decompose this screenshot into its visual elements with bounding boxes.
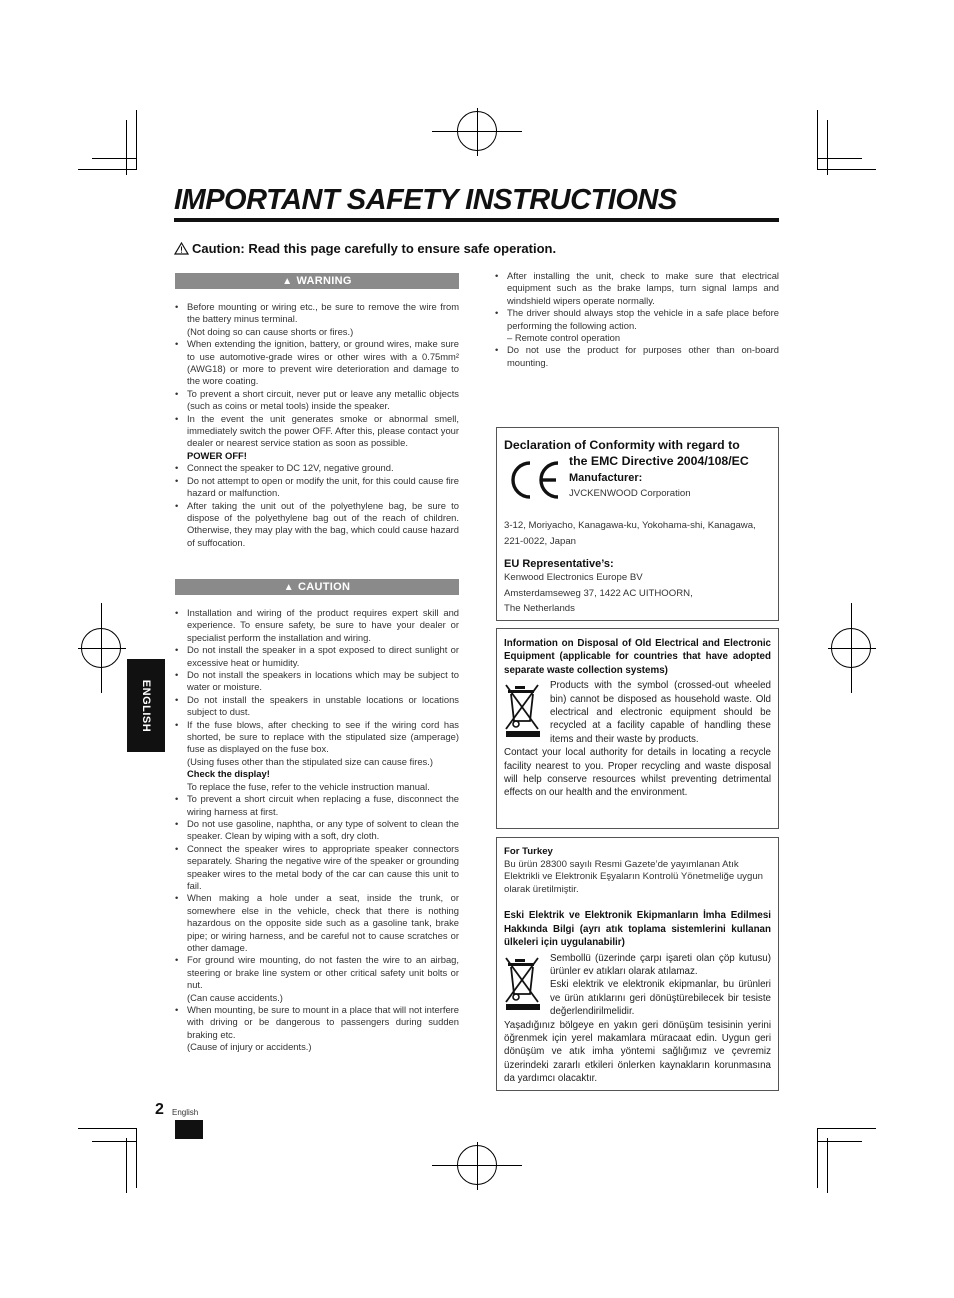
turkey-body: Sembollü (üzerinde çarpı işareti olan çöp kutusu) ürünler ev atıkları olarak atılamaz. <box>550 952 771 977</box>
list-item <box>175 475 459 500</box>
registration-circle <box>457 1145 497 1185</box>
eu-representative-name: Kenwood Electronics Europe BV <box>504 572 643 583</box>
list-item-text: To prevent a short circuit when replacing a fuse, disconnect the wiring harness at first. <box>187 793 459 817</box>
caution-banner-text: Caution: Read this page carefully to ensure safe operation. <box>192 241 557 256</box>
crop-mark <box>817 1128 818 1188</box>
title-rule <box>174 218 779 222</box>
caution-triangle-icon: ▲ <box>283 582 294 593</box>
declaration-ce-row <box>504 453 771 521</box>
caution-list <box>175 607 459 1054</box>
disposal-heading: Information on Disposal of Old Electrical and Electronic Equipment (applicable for countries that have adopted separate waste collection systems) <box>504 638 771 676</box>
list-item <box>175 669 459 694</box>
list-item-text: Do not install the speakers in unstable locations or locations subject to dust. <box>187 693 459 718</box>
turkey-intro: Bu ürün 28300 sayılı Resmi Gazete’de yayımlanan Atık Elektrikli ve Elektronik Eşyaların Kontrolü Yönetmeliğe uygun olarak üretilmiştir. <box>504 858 763 895</box>
list-item <box>495 344 779 369</box>
declaration-title: Declaration of Conformity with regard to <box>504 438 740 452</box>
turkey-body-contact: Yaşadığınız bölgeye en yakın geri dönüşüm tesisinin yerini öğrenmek için yerel makamlara müracaat edin. Uygun geri dönüşüm ve atık imha yöntemi sağlığımız ve çevremiz üzerindeki zararlı etkileri önlerken kaynakların korunmasına da yardımcı olacaktır. <box>504 1019 771 1085</box>
crop-mark <box>817 110 818 170</box>
manufacturer-name: JVCKENWOOD Corporation <box>569 488 691 499</box>
list-item-text: For ground wire mounting, do not fasten the wire to an airbag, steering or brake line system or other critical safety unit bolts or nut. <box>187 954 459 991</box>
eu-representative-country: The Netherlands <box>504 603 575 614</box>
list-item-note: To replace the fuse, refer to the vehicle instruction manual. <box>187 780 430 792</box>
crop-mark <box>817 1141 862 1142</box>
crop-mark <box>92 1141 137 1142</box>
list-item <box>175 462 459 474</box>
crop-mark <box>817 169 876 170</box>
list-item <box>495 307 779 344</box>
disposal-body: Products with the symbol (crossed-out wheeled bin) cannot be disposed as household waste. Old electrical and electronic equipment should be recycled at a facility capable of handling these items and their waste by products. <box>550 680 771 745</box>
declaration-box <box>496 427 779 621</box>
list-item <box>175 843 459 893</box>
language-side-tab <box>127 659 165 752</box>
list-item-note: (Not doing so can cause shorts or fires.) <box>187 325 354 337</box>
registration-circle <box>831 628 871 668</box>
list-item-text: Connect the speaker to DC 12V, negative ground. <box>187 462 394 474</box>
warning-triangle-icon: ▲ <box>282 276 293 287</box>
list-item <box>175 818 459 843</box>
list-item-note: (Cause of injury or accidents.) <box>187 1041 312 1053</box>
disposal-info-box <box>496 628 779 829</box>
crossed-out-bin-icon <box>504 681 542 737</box>
warning-list <box>175 301 459 549</box>
list-item <box>175 644 459 669</box>
crop-mark <box>78 1128 137 1129</box>
turkey-disposal-heading: Eski Elektrik ve Elektronik Ekipmanların İmha Edilmesi Hakkında Bilgi (ayrı atık toplama sistemlerini kullanan ülkeleri için uygulanabilir) <box>504 910 771 949</box>
disposal-body-contact: Contact your local authority for details in locating a recycle facility nearest to you. Proper recycling and waste disposal will help conserve resources whilst preventing detrimental effects on our health and the environment. <box>504 747 771 799</box>
list-item-text: To prevent a short circuit, never put or leave any metallic objects (such as coins or metal tools) inside the speaker. <box>187 387 459 412</box>
list-item <box>175 793 459 818</box>
list-item <box>175 1004 459 1054</box>
list-item-text: Do not attempt to open or modify the unit, for this could cause fire hazard or malfunction. <box>187 474 459 499</box>
page-title: IMPORTANT SAFETY INSTRUCTIONS <box>174 184 677 216</box>
list-item-note: (Using fuses other than the stipulated size can cause fires.) <box>187 755 433 767</box>
eu-representative-address: Amsterdamseweg 37, 1422 AC UITHOORN, <box>504 587 693 599</box>
list-item <box>175 607 459 644</box>
list-item <box>175 694 459 719</box>
list-item <box>175 954 459 1004</box>
list-item-text: Do not use gasoline, naphtha, or any type of solvent to clean the speaker. Clean by wiping with a soft, dry cloth. <box>187 817 459 842</box>
ce-mark-icon <box>506 459 562 501</box>
list-item-text: Before mounting or wiring etc., be sure to remove the wire from the battery minus terminal. <box>187 301 459 325</box>
crop-mark <box>126 120 127 175</box>
caution-header-label: CAUTION <box>297 581 351 593</box>
turkey-info-box <box>496 837 779 1091</box>
list-item <box>175 719 459 793</box>
list-item-text: Connect the speaker wires to appropriate speaker connectors separately. Sharing the negative wire of the speaker or grounding speaker wires to the metal body of the car can cause this unit to fail. <box>187 842 459 891</box>
registration-circle <box>81 628 121 668</box>
crop-mark <box>817 1128 876 1129</box>
registration-circle <box>457 111 497 151</box>
list-item <box>175 301 459 338</box>
declaration-directive: the EMC Directive 2004/108/EC <box>569 454 749 468</box>
crop-mark <box>136 110 137 170</box>
crop-mark <box>827 1138 828 1193</box>
crop-mark <box>78 169 137 170</box>
list-item <box>175 500 459 550</box>
list-item-text: When mounting, be sure to mount in a place that will not interfere with driving or be dangerous to passengers during sudden braking etc. <box>187 1004 459 1040</box>
crop-mark <box>817 158 862 159</box>
language-side-tab-label: ENGLISH <box>140 679 152 732</box>
warning-header-label: WARNING <box>296 275 352 287</box>
page-language: English <box>172 1108 199 1117</box>
manufacturer-label: Manufacturer: <box>569 472 643 484</box>
list-item-text: In the event the unit generates smoke or abnormal smell, immediately switch the power OFF. After this, please contact your dealer or nearest service station as soon as possible. <box>187 412 459 449</box>
crop-mark <box>827 120 828 175</box>
additional-caution-list <box>495 270 779 369</box>
additional-caution-section <box>495 270 779 369</box>
list-item-text: The driver should always stop the vehicle in a safe place before performing the following action. <box>507 307 779 331</box>
turkey-body-recycle: Eski elektrik ve elektronik ekipmanlar, bu ürünleri ve ürün atıklarını geri dönüştürebilecek bir tesiste değerlendirilmelidir. <box>550 979 771 1018</box>
list-item-text: If the fuse blows, after checking to see if the wiring cord has shorted, be sure to replace with the stipulated size (amperage) fuse as displayed on the fuse box. <box>187 718 459 755</box>
crop-mark <box>126 1138 127 1193</box>
page-number: 2 <box>155 1101 164 1118</box>
warning-triangle-icon <box>174 242 189 255</box>
list-item-note: (Can cause accidents.) <box>187 991 283 1003</box>
list-item-text: Do not install the speakers in locations which may be subject to water or moisture. <box>187 669 459 693</box>
list-item-text: Do not install the speaker in a spot exposed to direct sunlight or excessive heat or humidity. <box>187 644 459 668</box>
eu-representative-label: EU Representative’s: <box>504 558 614 570</box>
list-item-text: When making a hole under a seat, inside the trunk, or somewhere else in the vehicle, check that there is nothing hazardous on the opposite side such as a gasoline tank, brake pipe; or wiring harness, and be careful not to cause scratches or other damage. <box>187 892 459 953</box>
list-item-text: After taking the unit out of the polyethylene bag, be sure to dispose of the polyethylene bag out of the reach of children. Otherwise, they may play with the bag, which could cause hazard of suffocation. <box>187 499 459 548</box>
list-item-emphasis: POWER OFF! <box>187 449 247 461</box>
manufacturer-address-postcode: 221-0022, Japan <box>504 535 577 547</box>
caution-header-bar <box>175 579 459 595</box>
warning-section <box>175 301 459 549</box>
crop-mark <box>136 1128 137 1188</box>
list-item-text: Do not use the product for purposes other than on-board mounting. <box>507 344 779 368</box>
manufacturer-address: 3-12, Moriyacho, Kanagawa-ku, Yokohama-shi, Kanagawa, <box>504 520 756 531</box>
list-item-text: When extending the ignition, battery, or ground wires, make sure to use automotive-grade wires or other wires with a 0.75mm² (AWG18) or more to prevent wire deterioration and damage to the wore coating. <box>187 338 459 387</box>
caution-banner <box>174 241 556 256</box>
list-item <box>175 892 459 954</box>
caution-section <box>175 607 459 1054</box>
warning-header-bar <box>175 273 459 289</box>
list-item-note: – Remote control operation <box>507 332 621 344</box>
list-item <box>175 413 459 463</box>
footer-black-tab <box>175 1120 203 1139</box>
list-item-emphasis: Check the display! <box>187 768 270 780</box>
list-item <box>175 388 459 413</box>
list-item <box>175 338 459 388</box>
list-item-text: Installation and wiring of the product requires expert skill and experience. To ensure safety, be sure to have your dealer or specialist perform the installation and wiring. <box>187 607 459 643</box>
crossed-out-bin-icon <box>504 954 542 1010</box>
crop-mark <box>92 158 137 159</box>
list-item <box>495 270 779 307</box>
turkey-heading: For Turkey <box>504 846 553 857</box>
list-item-text: After installing the unit, check to make sure that electrical equipment such as the brake lamps, turn signal lamps and windshield wipers operate normally. <box>507 270 779 306</box>
